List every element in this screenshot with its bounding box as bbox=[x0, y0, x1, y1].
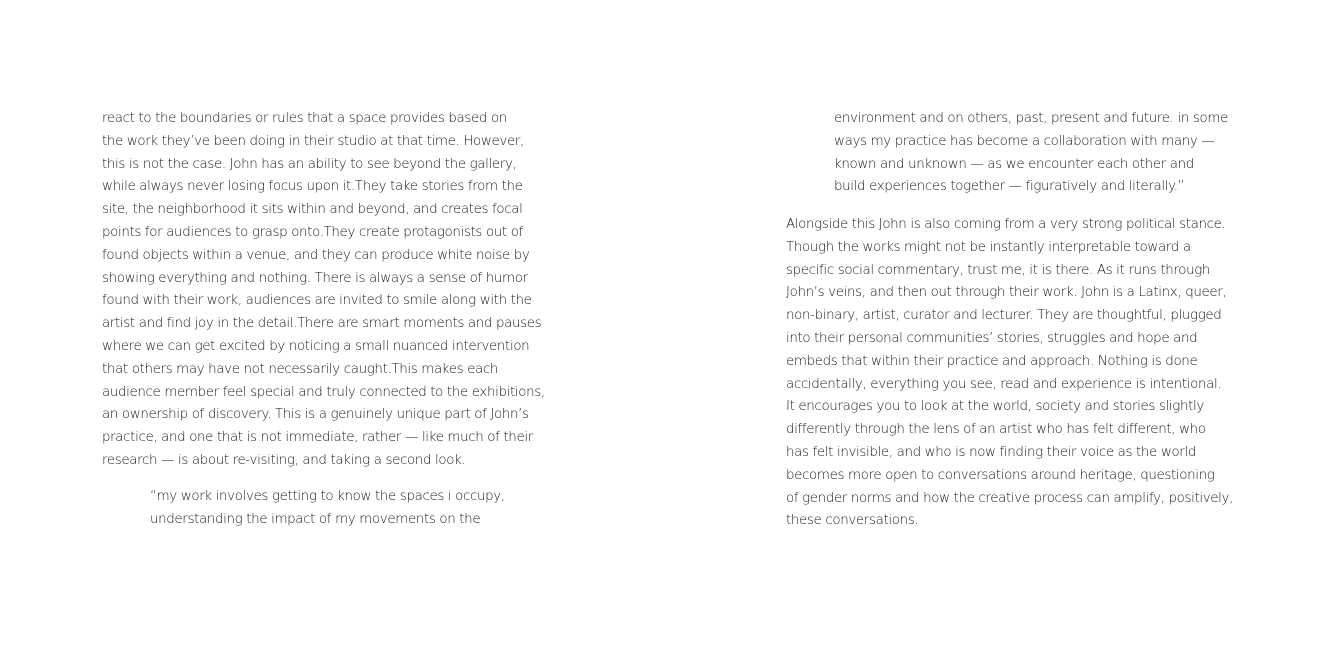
left-body-text bbox=[102, 108, 545, 473]
body-line: non-binary, artist, curator and lecturer. They are thoughtful, plugged bbox=[786, 308, 1222, 324]
body-line: found with their work, audiences are invited to smile along with the bbox=[102, 293, 532, 309]
body-line: specific social commentary, trust me, it is there. As it runs through bbox=[786, 262, 1211, 278]
body-line: this is not the case. John has an ability to see beyond the gallery, bbox=[102, 156, 517, 172]
quote-line: known and unknown — as we encounter each other and bbox=[834, 156, 1194, 172]
quote-line: build experiences together — figuratively and literally.” bbox=[834, 179, 1185, 195]
body-line: an ownership of discovery. This is a genuinely unique part of John’s bbox=[102, 407, 529, 423]
body-line: research — is about re-visiting, and taking a second look. bbox=[102, 452, 466, 468]
body-line: becomes more open to conversations around heritage, questioning bbox=[786, 467, 1215, 483]
body-line: react to the boundaries or rules that a space provides based on bbox=[102, 111, 507, 126]
body-line: showing everything and nothing. There is always a sense of humor bbox=[102, 270, 528, 286]
right-quote-block bbox=[834, 108, 1228, 199]
body-line: site, the neighborhood it sits within and beyond, and creates focal bbox=[102, 202, 523, 218]
body-line: accidentally, everything you see, read and experience is intentional. bbox=[786, 376, 1222, 392]
body-line: of gender norms and how the creative process can amplify, positively, bbox=[786, 490, 1234, 506]
body-line: the work they’ve been doing in their studio at that time. However, bbox=[102, 133, 524, 149]
quote-line: ways my practice has become a collaboration with many — bbox=[834, 133, 1215, 149]
body-line: has felt invisible, and who is now finding their voice as the world bbox=[786, 444, 1196, 460]
body-line: while always never losing focus upon it.They take stories from the bbox=[102, 179, 523, 195]
quote-line: “my work involves getting to know the spaces i occupy, bbox=[150, 489, 505, 504]
left-quote-block bbox=[150, 486, 505, 532]
body-line: these conversations. bbox=[786, 513, 919, 529]
quote-line: understanding the impact of my movements on the bbox=[150, 511, 481, 527]
body-line: embeds that within their practice and approach. Nothing is done bbox=[786, 353, 1198, 369]
body-line: where we can get excited by noticing a small nuanced intervention bbox=[102, 338, 530, 354]
body-line: audience member feel special and truly connected to the exhibitions, bbox=[102, 384, 545, 400]
quote-line: environment and on others, past, present and future. in some bbox=[834, 111, 1228, 126]
body-line: It encourages you to look at the world, society and stories slightly bbox=[786, 399, 1204, 415]
body-line: John’s veins, and then out through their work. John is a Latinx, queer, bbox=[786, 285, 1227, 301]
body-line: practice, and one that is not immediate, rather — like much of their bbox=[102, 430, 533, 446]
right-body-text bbox=[786, 214, 1233, 533]
right-page bbox=[660, 0, 1320, 660]
body-line: Alongside this John is also coming from a very strong political stance. bbox=[786, 217, 1226, 232]
body-line: into their personal communities’ stories, struggles and hope and bbox=[786, 330, 1198, 346]
body-line: that others may have not necessarily caught.This makes each bbox=[102, 361, 499, 377]
body-line: found objects within a venue, and they can produce white noise by bbox=[102, 247, 530, 263]
body-line: points for audiences to grasp onto.They create protagonists out of bbox=[102, 224, 523, 240]
body-line: Though the works might not be instantly interpretable toward a bbox=[786, 239, 1191, 255]
body-line: differently through the lens of an artist who has felt different, who bbox=[786, 422, 1206, 438]
body-line: artist and find joy in the detail.There are smart moments and pauses bbox=[102, 316, 542, 332]
